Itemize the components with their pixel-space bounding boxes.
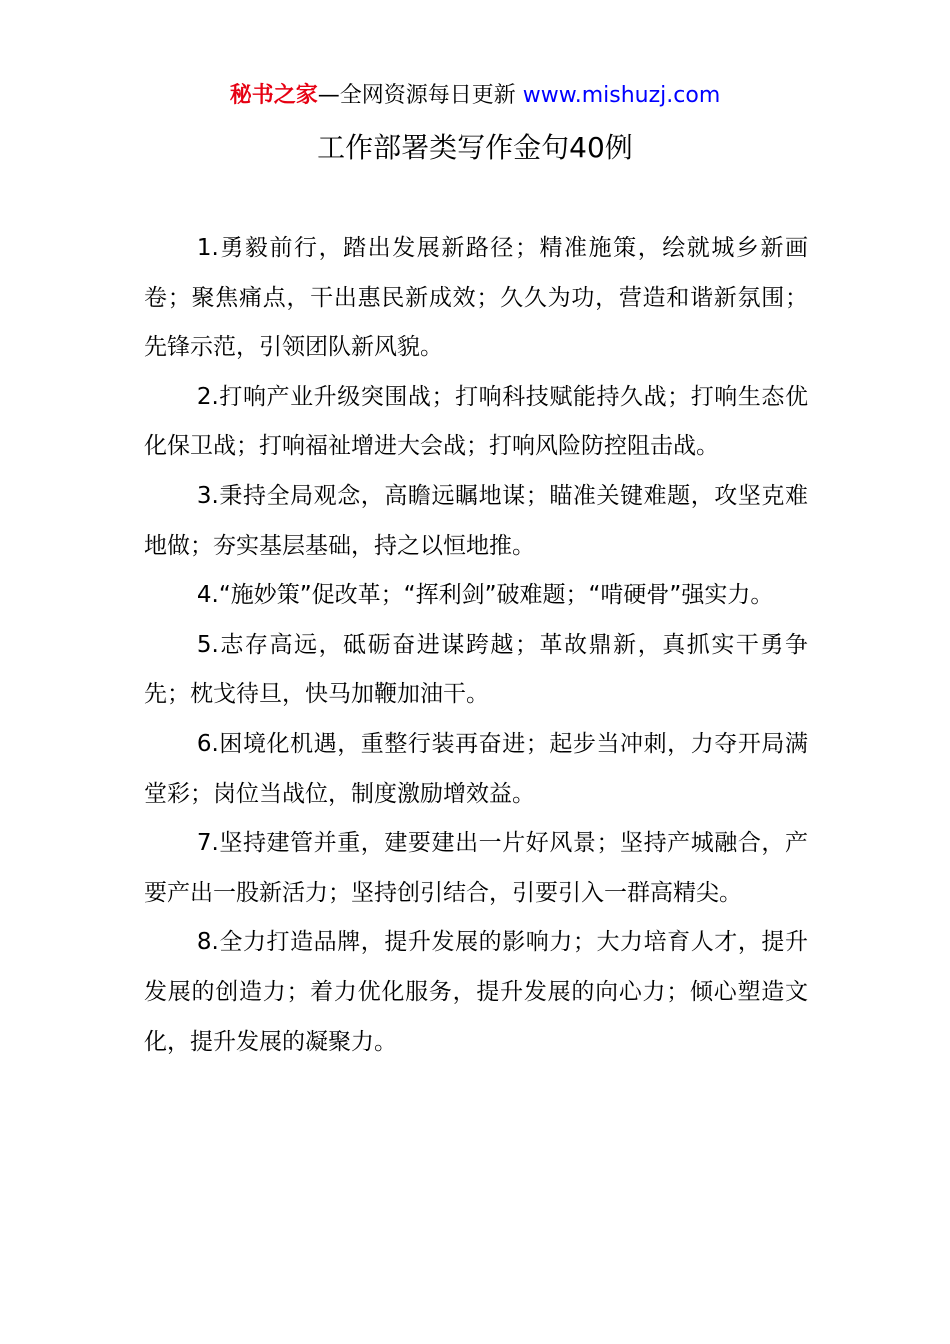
site-brand: 秘书之家	[229, 83, 318, 108]
paragraph-1: 1.勇毅前行，踏出发展新路径；精准施策，绘就城乡新画卷；聚焦痛点，干出惠民新成效；久久为功，营造和谐新氛围；先锋示范，引领团队新风貌。	[144, 235, 808, 361]
paragraph-4: 4.“施妙策”促改革；“挥利剑”破难题；“啃硬骨”强实力。	[196, 582, 774, 609]
site-url: www.mishuzj.com	[522, 83, 721, 108]
paragraph-8: 8.全力打造品牌，提升发展的影响力；大力培育人才，提升发展的创造力；着力优化服务，提升发展的向心力；倾心塑造文化，提升发展的凝聚力。	[144, 929, 808, 1055]
document-body	[144, 224, 808, 1067]
paragraph-3: 3.秉持全局观念，高瞻远瞩地谋；瞄准关键难题，攻坚克难地做；夯实基层基础，持之以恒地推。	[144, 482, 808, 559]
paragraph-7: 7.坚持建管并重，建要建出一片好风景；坚持产城融合，产要产出一股新活力；坚持创引结合，引要引入一群高精尖。	[144, 830, 808, 906]
site-header	[0, 78, 950, 114]
paragraph-5: 5.志存高远，砥砺奋进谋跨越；革故鼎新，真抓实干勇争先；枕戈待旦，快马加鞭加油干。	[144, 631, 808, 708]
document-title: 工作部署类写作金句40例	[317, 131, 633, 164]
paragraph-2: 2.打响产业升级突围战；打响科技赋能持久战；打响生态优化保卫战；打响福祉增进大会战；打响风险防控阻击战。	[144, 383, 808, 460]
site-tagline: —全网资源每日更新	[317, 83, 523, 108]
paragraph-6: 6.困境化机遇，重整行装再奋进；起步当冲刺，力夺开局满堂彩；岗位当战位，制度激励增效益。	[144, 730, 808, 807]
